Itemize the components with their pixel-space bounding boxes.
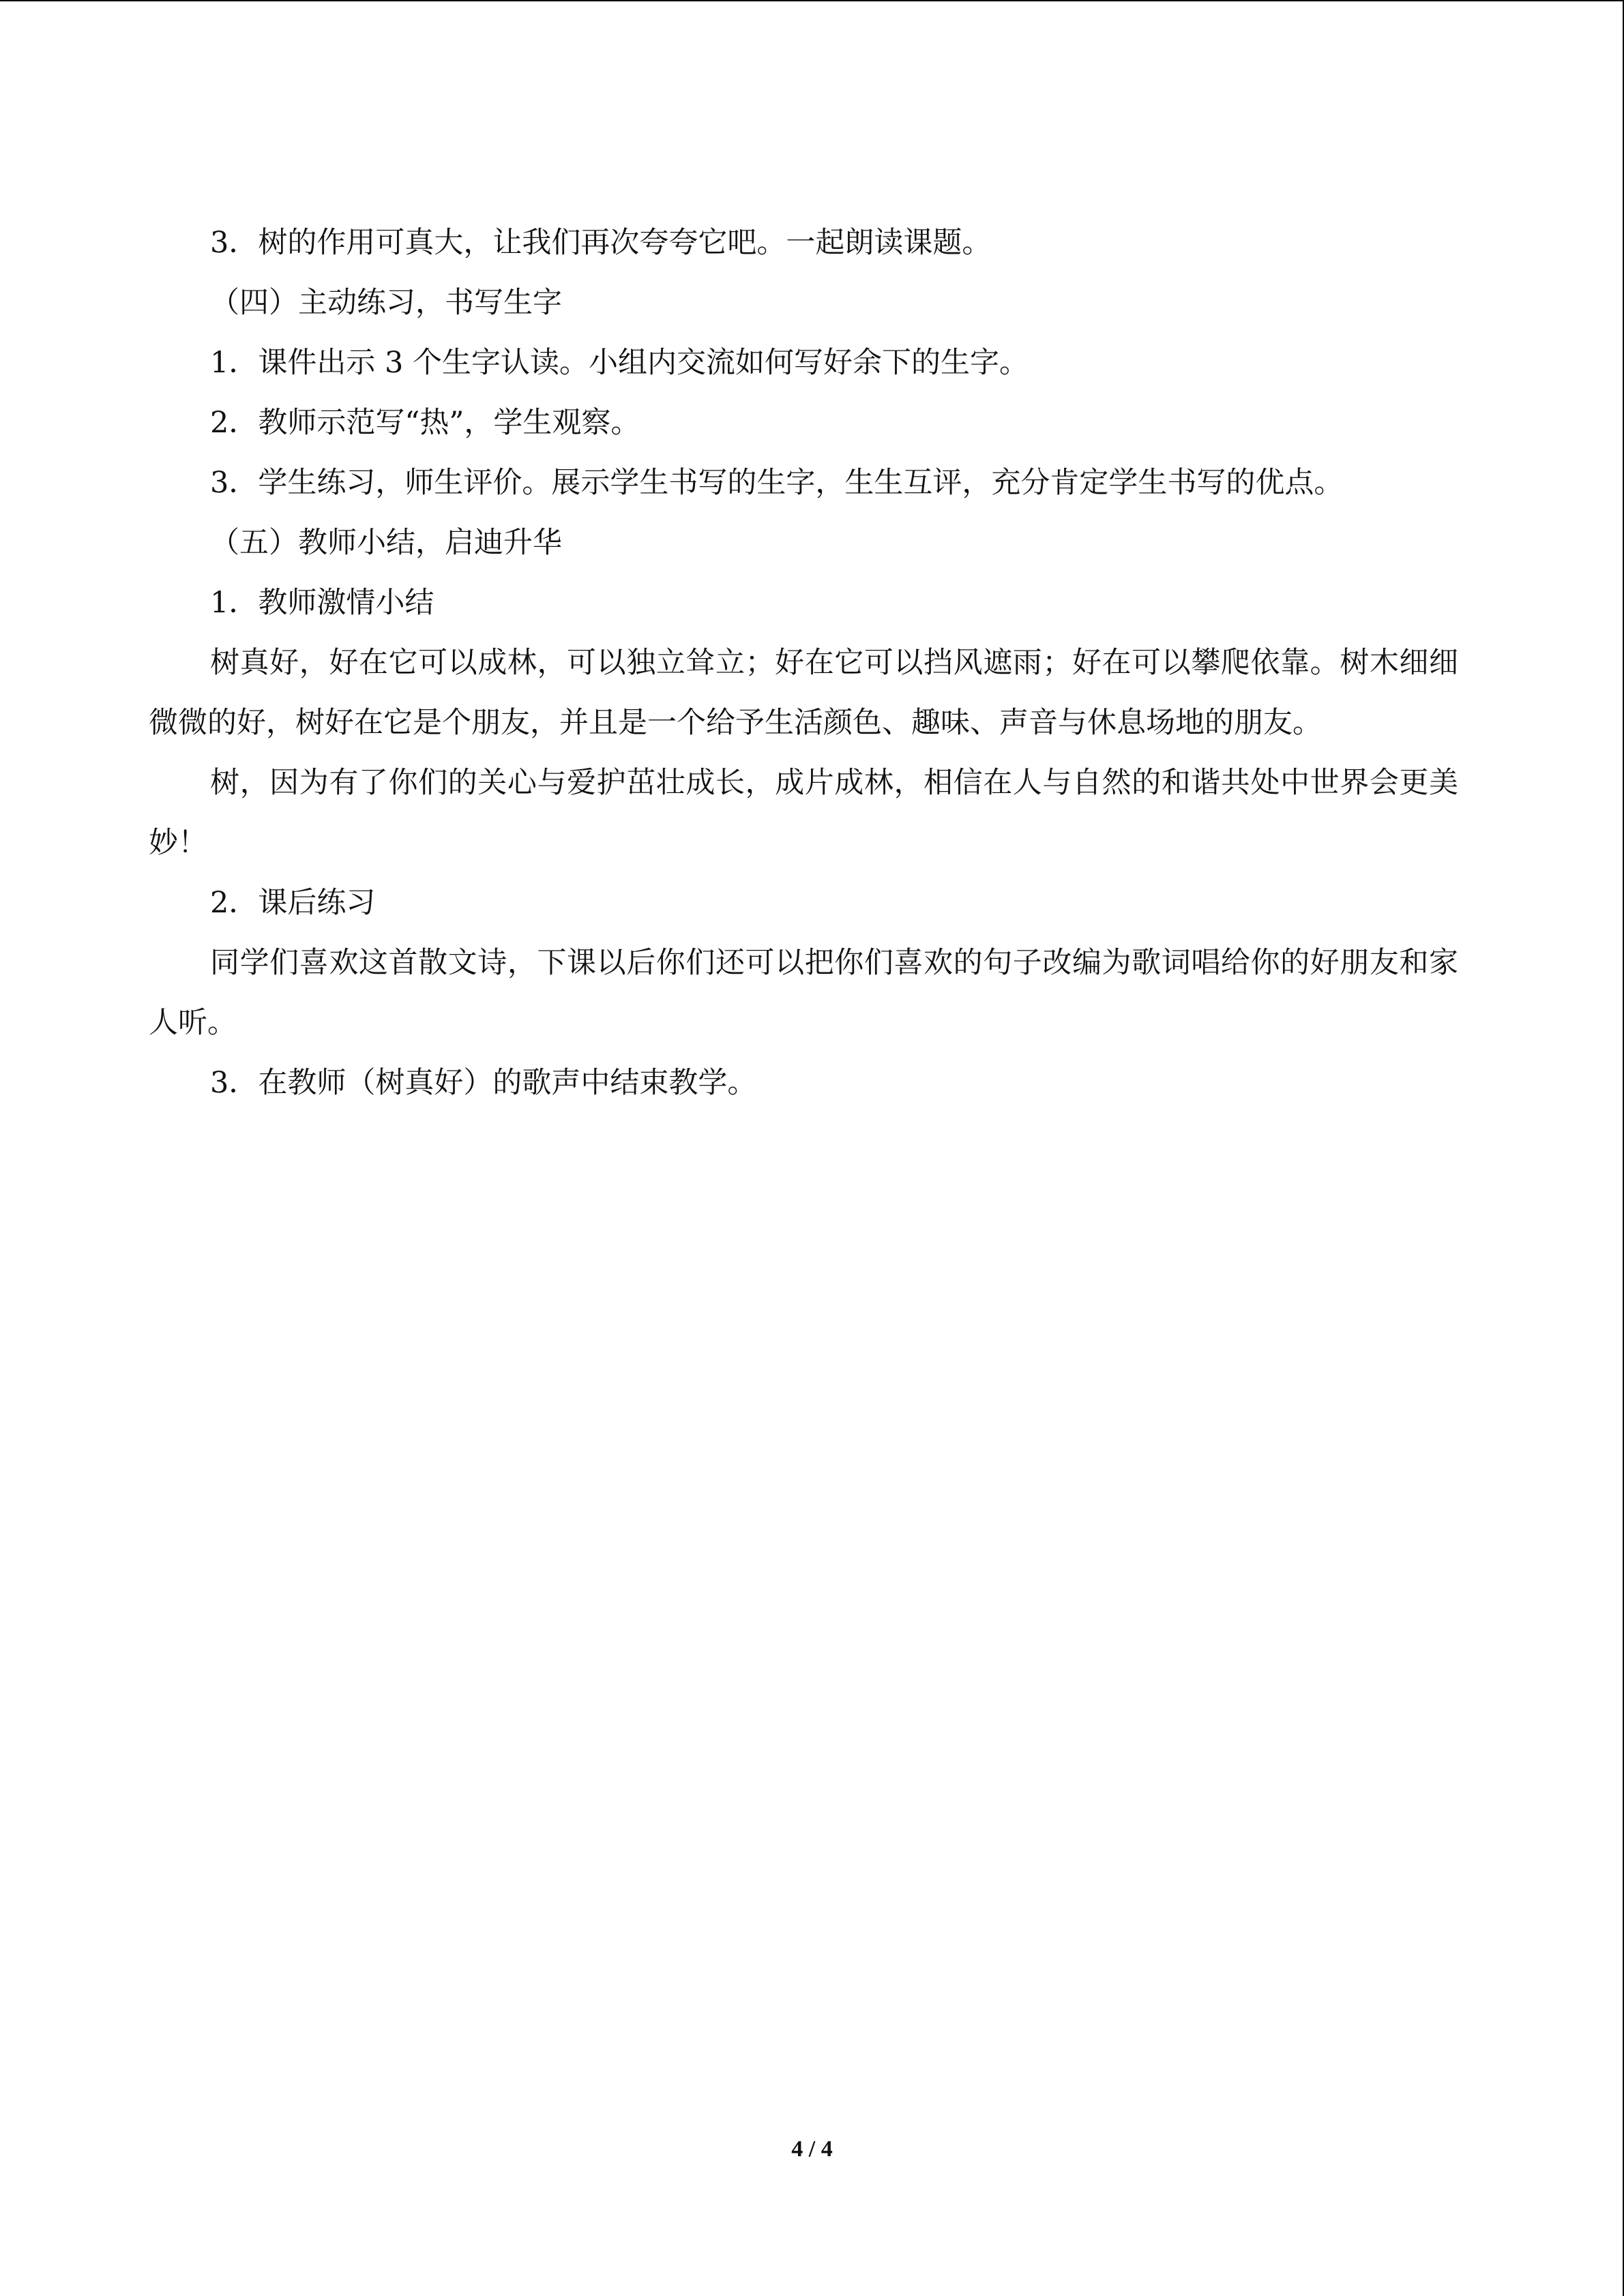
list-item: 1．课件出示 3 个生字认读。小组内交流如何写好余下的生字。 [210, 346, 1029, 380]
list-item: 3．在教师（树真好）的歌声中结束教学。 [210, 1066, 757, 1100]
section-heading: （四）主动练习，书写生字 [210, 286, 562, 320]
list-item: 2．课后练习 [210, 886, 376, 920]
body-paragraph: 树，因为有了你们的关心与爱护茁壮成长，成片成林，相信在人与自然的和谐共处中世界会更美妙！ [149, 766, 1458, 860]
list-item: 3．树的作用可真大，让我们再次夸夸它吧。一起朗读课题。 [210, 226, 992, 260]
list-item: 1．教师激情小结 [210, 586, 434, 620]
page-number: 4 / 4 [791, 2136, 833, 2162]
list-item: 2．教师示范写“热”，学生观察。 [210, 406, 640, 440]
document-body [149, 213, 1458, 1113]
body-paragraph: 树真好，好在它可以成林，可以独立耸立；好在它可以挡风遮雨；好在可以攀爬依靠。树木细细微微的好，树好在它是个朋友，并且是一个给予生活颜色、趣味、声音与休息场地的朋友。 [149, 646, 1458, 740]
body-paragraph: 同学们喜欢这首散文诗，下课以后你们还可以把你们喜欢的句子改编为歌词唱给你的好朋友和家人听。 [149, 946, 1458, 1040]
list-item: 3．学生练习，师生评价。展示学生书写的生字，生生互评，充分肯定学生书写的优点。 [210, 466, 1344, 500]
section-heading: （五）教师小结，启迪升华 [210, 526, 562, 560]
